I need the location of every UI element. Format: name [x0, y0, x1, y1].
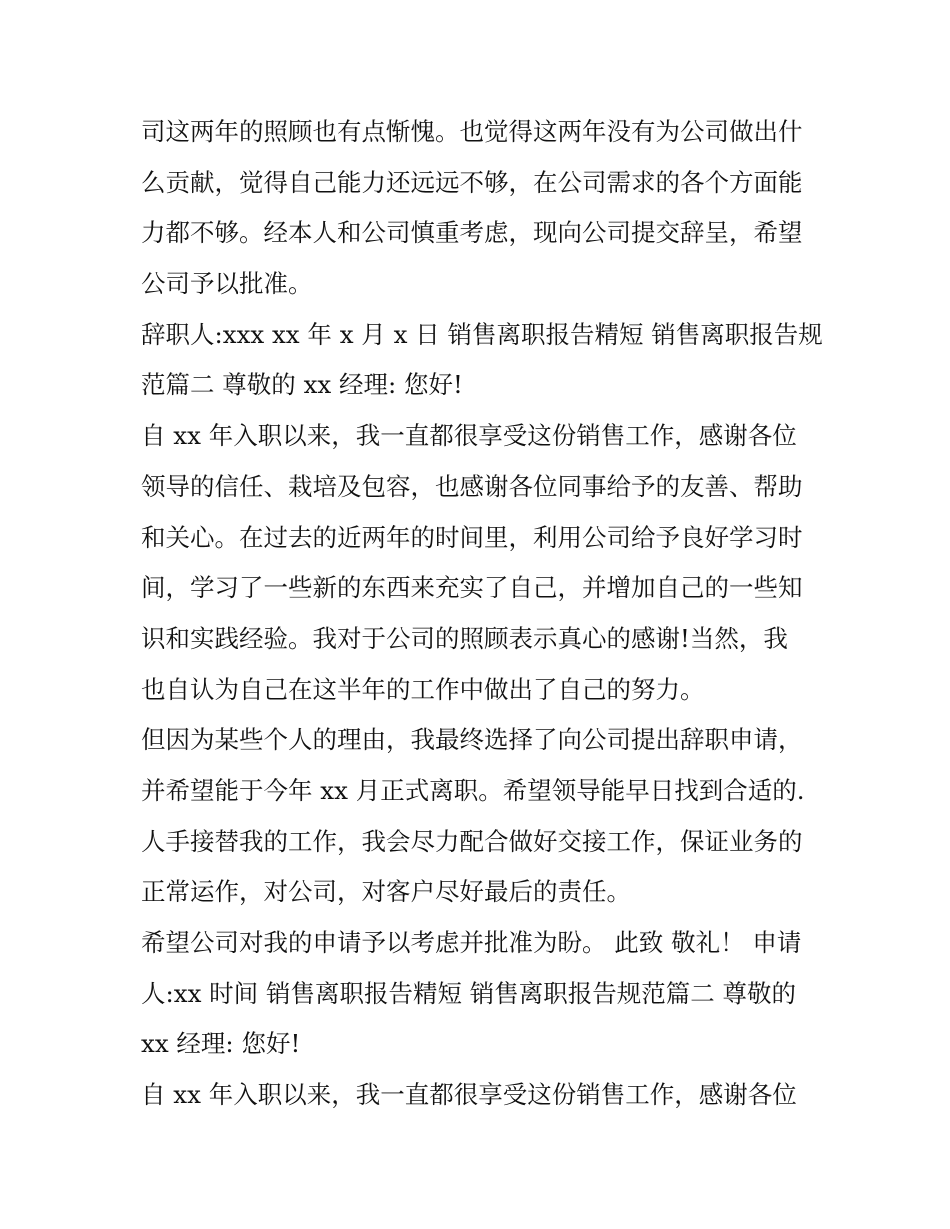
text-line: 领导的信任、栽培及包容，也感谢各位同事给予的友善、帮助 [141, 471, 803, 501]
text-line: 司这两年的照顾也有点惭愧。也觉得这两年没有为公司做出什 [141, 117, 803, 146]
document-body [141, 107, 821, 1121]
text-line: 范篇二 尊敬的 xx 经理: 您好! [141, 370, 463, 400]
text-line: 公司予以批准。 [141, 269, 313, 299]
text-line: 正常运作，对公司，对客户尽好最后的责任。 [141, 877, 631, 907]
text-line: 希望公司对我的申请予以考虑并批准为盼。 此致 敬礼！ 申请 [141, 928, 802, 957]
text-line: 人手接替我的工作，我会尽力配合做好交接工作，保证业务的 [141, 826, 803, 856]
text-line: 识和实践经验。我对于公司的照顾表示真心的感谢!当然，我 [141, 623, 788, 653]
text-line: 自 xx 年入职以来，我一直都很享受这份销售工作，感谢各位 [141, 421, 797, 451]
text-line: 人:xx 时间 销售离职报告精短 销售离职报告规范篇二 尊敬的 [141, 978, 797, 1008]
text-line: 辞职人:xxx xx 年 x 月 x 日 销售离职报告精短 销售离职报告规 [141, 319, 823, 349]
text-line: 自 xx 年入职以来，我一直都很享受这份销售工作，感谢各位 [141, 1080, 797, 1110]
text-line: 并希望能于今年 xx 月正式离职。希望领导能早日找到合适的. [141, 775, 805, 805]
text-line: 和关心。在过去的近两年的时间里，利用公司给予良好学习时 [141, 522, 803, 552]
text-line: 力都不够。经本人和公司慎重考虑，现向公司提交辞呈，希望 [141, 218, 803, 248]
text-line: 间，学习了一些新的东西来充实了自己，并增加自己的一些知 [141, 573, 803, 603]
text-line: 么贡献，觉得自己能力还远远不够，在公司需求的各个方面能 [141, 167, 803, 197]
text-line: 但因为某些个人的理由，我最终选择了向公司提出辞职申请， [141, 725, 803, 755]
text-line: xx 经理: 您好! [141, 1029, 301, 1059]
text-line: 也自认为自己在这半年的工作中做出了自己的努力。 [141, 674, 705, 704]
